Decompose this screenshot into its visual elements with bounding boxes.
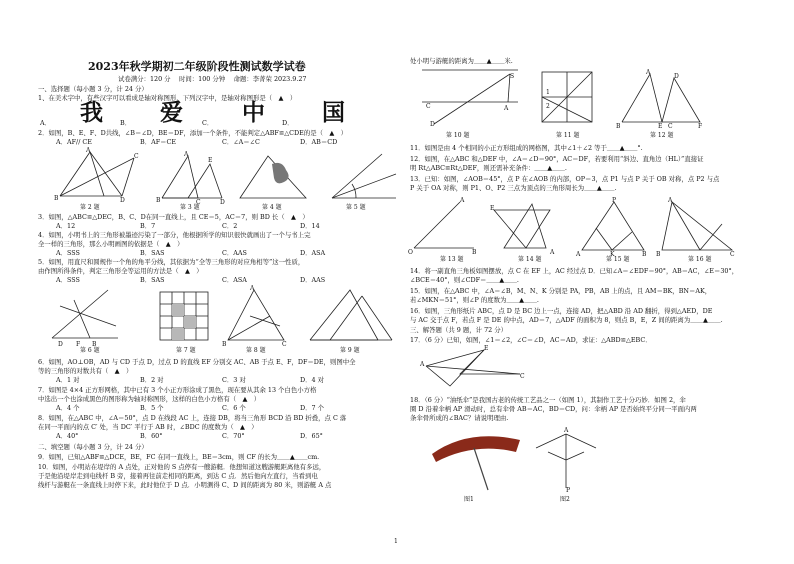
caption-q11: 第 11 题 [556,132,580,139]
q4-opt-d: D．ASA [300,249,326,257]
fig15-triangle [575,197,647,258]
exam-meta: 试卷满分：120 分 时间：100 分钟 命题：李菁荣 2023.9.27 [118,75,307,83]
q6-opt-b: B．2 对 [140,376,164,384]
q18-line2: 圈 D 沿着伞柄 AP 滑动时，总有伞骨 AB＝AC，BD＝CD，问：伞柄 AP 是否始终平分同一平面内两 [410,405,697,413]
svg-text:C: C [282,341,287,348]
svg-text:D: D [674,73,679,80]
q16-line1: 16．如图，三角形纸片 ABC，点 D 是 BC 边上一点，连接 AD，把△ABD 沿 AD 翻折，得到△AED，DE [410,307,713,315]
q3-opt-c: C．2 [222,222,238,230]
fig12-triangles [616,69,702,130]
section1-heading: 一、选择题（每小题 3 分，计 24 分） [38,85,148,93]
q13-line2: P 关于 OA 对称，则 P1、O、P2 三点为顶点的三角形周长为＿＿▲＿＿. [410,184,617,192]
fig16-fold [656,197,735,258]
svg-text:A: A [646,69,651,76]
char-option-a: 我 [80,100,103,126]
caption-q4: 第 4 题 [262,204,282,211]
svg-text:F: F [698,123,703,130]
svg-text:F: F [76,341,81,348]
q18-line3: 条伞骨所成的∠BAC？请说明理由. [410,414,509,422]
svg-text:B: B [616,123,621,130]
svg-text:B: B [92,341,97,348]
svg-text:A: A [668,197,673,204]
q13-line1: 13．已知：如图，∠AOB＝45°，点 P 在∠AOB 的内部，OP＝3，点 P1 与点 P 关于 OB 对称，点 P2 与点 [410,175,720,183]
caption-fig1: 图1 [464,496,474,503]
svg-text:A: A [250,285,255,292]
q7-line2: 中选出一个也涂成黑色的图形称为轴对称图形，这样的白色小方格有（ ▲ ） [38,395,261,403]
caption-q5: 第 5 题 [346,204,366,211]
q11-text: 11．如图是由 4 个相同的小正方形组成的网格图，其中∠1＋∠2 等于＿＿▲＿＿°. [410,144,643,152]
svg-text:E: E [208,157,213,164]
q3-text: 3．如图，△ABC≌△DEC，B、C、D在同一直线上，且 CE＝5，AC＝7，则 BD 长（ ▲ ） [38,213,309,221]
q2-opt-b: B．AF＝CE [140,138,177,146]
svg-text:A: A [576,251,581,258]
fig8-triangle [222,285,287,348]
fig17-triangles [420,346,540,390]
caption-q9: 第 9 题 [340,347,360,354]
fig9-triangles [310,290,392,340]
q4-line2: 全一样的三角形，那么小明画图的依据是（ ▲ ） [38,240,184,248]
fig10-river [422,70,518,128]
q4-opt-b: B．SAS [140,249,165,257]
fig13-angle [408,197,477,256]
fig14-set-squares [490,204,555,256]
q1-opt-c: C． [202,119,214,127]
fig6-lines [52,290,118,348]
q1-opt-d: D． [282,119,294,127]
q8-opt-c: C．70° [222,432,245,440]
caption-q6: 第 6 题 [80,347,100,354]
char-option-c: 中 [242,100,265,126]
q10-continued: 处小明与游艇的距离为＿＿▲＿＿米. [410,57,513,65]
q6-opt-d: D．4 对 [300,376,325,384]
caption-fig2: 图2 [560,496,570,503]
svg-text:1: 1 [546,89,550,96]
q5-opt-a: A．SSS [56,276,80,284]
q9-text: 9．如图，已知△ABF≌△DCE，BE，FC 在同一直线上，BE＝3cm，则 CF 的长为＿＿▲＿＿cm. [38,453,320,461]
q14-line1: 14．将一副直角三角板如图摆放，点 C 在 EF 上，AC 经过点 D．已知∠A＝∠EDF＝90°，AB＝AC，∠E＝30°， [410,267,739,275]
svg-text:K: K [610,251,615,258]
fig11-grid [542,72,592,122]
q2-opt-c: C．∠A＝∠C [222,138,260,146]
svg-text:B: B [54,195,59,202]
svg-text:A: A [550,249,555,256]
svg-text:A: A [86,147,91,154]
svg-text:C: C [668,123,673,130]
svg-text:D: D [120,197,125,204]
svg-text:E: E [490,205,495,212]
q7-line1: 7．如图是 4×4 正方形网格，其中已有 3 个小正方形涂成了黑色，现在要从其余 13 个白色小方格 [38,386,317,394]
q17-text: 17．（6 分）已知，如图，∠1＝∠2，∠C＝∠D，AC＝AD，求证：△ABD≌△EBC． [410,336,652,344]
svg-text:P: P [612,197,617,204]
section2-heading: 二、填空题（每小题 3 分，计 24 分） [38,443,148,451]
q3-opt-d: D．14 [300,222,320,230]
q3-opt-a: A．12 [56,222,76,230]
fig18-diagram [516,428,636,494]
svg-text:B: B [222,341,227,348]
q5-opt-c: C．ASA [222,276,247,284]
svg-text:B: B [156,197,161,204]
svg-text:A: A [504,105,509,112]
q10-line3: 线杆与游艇在一条直线上时停下来，此时他位于 D 点．小明测得 C、D 间的距离为 80 米，则游艇 A 点 [38,481,332,489]
svg-text:A: A [420,361,425,368]
q8-opt-a: A．40° [56,432,79,440]
char-option-b: 爱 [160,100,183,126]
q2-opt-d: D．AB＝CD [300,138,338,146]
svg-text:A: A [564,427,569,434]
svg-text:P: P [566,487,571,494]
q12-line2: 明 Rt△ABC≌Rt△DEF，则还需补充条件：＿＿▲＿＿. [410,164,567,172]
svg-text:C: C [520,373,525,380]
fig5-angle-bisector [332,154,396,198]
q4-opt-c: C．AAS [222,249,247,257]
q16-line2: 与 AC 交于点 F，若点 F 是 DE 的中点，AD＝7，△ADF 的面积为 8，则点 B，E，Z 间的距离为＿＿▲＿＿. [410,316,723,324]
fig7-grid [160,292,208,340]
svg-text:D: D [220,199,225,206]
q1-text: 1、在美术字中，有些汉字可以看成是轴对称图形．下列汉字中，是轴对称图形是（ ▲ ） [38,94,297,102]
q6-opt-a: A．1 对 [56,376,80,384]
q8-opt-b: B．60° [140,432,163,440]
svg-text:C: C [426,103,431,110]
q5-opt-d: D．AAS [300,276,326,284]
svg-text:S: S [510,73,515,80]
svg-text:C: C [730,251,735,258]
svg-text:B: B [656,251,661,258]
q7-opt-a: A．4 个 [56,404,80,412]
q10-line2: 于是他沿堤岸走到电线杆 B 旁，接着再往前走相同的距离，到达 C 点．然后他向左直行，当看到电 [38,472,318,480]
char-option-d: 国 [322,100,345,126]
caption-q14: 第 14 题 [518,256,542,263]
fig2-triangles [54,147,139,204]
caption-q7: 第 7 题 [176,347,196,354]
section3-heading: 三、解答题（共 9 题，计 72 分） [410,326,508,334]
svg-text:O: O [408,249,413,256]
q6-line2: 等的三角形的对数共有（ ▲ ） [38,367,133,375]
caption-q10: 第 10 题 [446,132,470,139]
caption-q13: 第 13 题 [440,256,464,263]
caption-q15: 第 15 题 [606,256,630,263]
q7-opt-b: B．5 个 [140,404,164,412]
q8-line1: 8．如图，在△ABC 中，∠A＝50°，点 D 在线段 AC 上，连接 DB，将当三角形 BCD 沿 BD 折叠，点 C 落 [38,414,347,422]
q1-opt-b: B． [120,119,132,127]
q2-opt-a: A．AF// CE [56,138,92,146]
svg-text:B: B [472,249,477,256]
q2-text: 2．如图，B、E、F、D共线，∠B＝∠D，BE＝DF，添加一个条件，不能判定△ABF≌△CDE的是（ ▲ ） [38,129,348,137]
q18-line1: 18．（6 分）“油纸伞”是我国古老的传统工艺品之一（如图 1），其制作工艺十分巧妙．如图 2，伞 [410,396,686,404]
svg-text:A: A [460,197,465,204]
q8-line2: 在同一平面内的点 C′ 处，当 DC′ 平行于 AB 时，∠BDC 的度数为（ ▲ ） [38,423,258,431]
svg-text:D: D [430,121,435,128]
figures-row4 [400,196,794,258]
svg-text:B: B [642,251,647,258]
svg-text:C: C [134,153,139,160]
q6-line1: 6．如图，AO⊥OB，AD 与 CD 于点 D，过点 D 的直线 EF 分别交 AC、AB 于点 E、F，DF＝DE，则图中全 [38,358,356,366]
figures-row2 [0,286,400,350]
svg-text:D: D [58,341,63,348]
q10-line1: 10．如图，小明站在堤岸的 A 点处，正对他的 S 点停有一艘游艇．他想知道这艘游艇距离他有多远， [38,463,326,471]
q5-opt-b: B．SAS [140,276,165,284]
q5-line2: 由作图所得条件，判定三角形全等运用的方法是（ ▲ ） [38,267,203,275]
figures-row1 [0,148,400,208]
q15-line1: 15．如图，在△ABC 中，∠A＝∠B，M、N、K 分别是 PA，PB，AB 上的点，且 AM＝BK，BN＝AK， [410,287,712,295]
q5-line1: 5．如图，用直尺和圆规作一个角的角平分线，其依据为“全等三角形的对应角相等”这一性质， [38,258,305,266]
q7-opt-d: D．7 个 [300,404,325,412]
caption-q8: 第 8 题 [246,347,266,354]
q15-line2: 若∠MKN＝51°，则∠P 的度数为＿＿▲＿＿. [410,296,539,304]
caption-q3: 第 3 题 [180,204,200,211]
q7-opt-c: C．6 个 [222,404,246,412]
figures-row3 [400,64,794,136]
exam-title: 2023年秋学期初二年级阶段性测试数学试卷 [88,60,306,73]
caption-q12: 第 12 题 [650,132,674,139]
svg-text:2: 2 [546,103,550,110]
q4-line1: 4．如图，小明书上的三角形被墨迹污染了一部分，他根据所学的知识很快就画出了一个与书上完 [38,231,311,239]
q12-line1: 12．如图，在△ABC 和△DEF 中，∠A＝∠D＝90°，AC＝DF，若要利用“斜边、直角边（HL）”直接证 [410,155,704,163]
q3-opt-b: B．7 [140,222,156,230]
q6-opt-c: C．3 对 [222,376,246,384]
svg-text:A: A [184,151,189,158]
q1-opt-a: A． [40,119,52,127]
fig4-ink-triangle [240,156,306,198]
q8-opt-d: D．65° [300,432,323,440]
page-number: 1 [394,538,398,545]
caption-q16: 第 16 题 [688,256,712,263]
fig3-triangles [156,151,225,206]
caption-q2: 第 2 题 [80,204,100,211]
svg-text:E: E [658,123,663,130]
q4-opt-a: A．SSS [56,249,80,257]
q14-line2: ∠BCE＝40°，则∠CDF＝＿＿▲＿＿. [410,276,519,284]
svg-text:C: C [196,199,201,206]
svg-text:E: E [484,345,489,352]
